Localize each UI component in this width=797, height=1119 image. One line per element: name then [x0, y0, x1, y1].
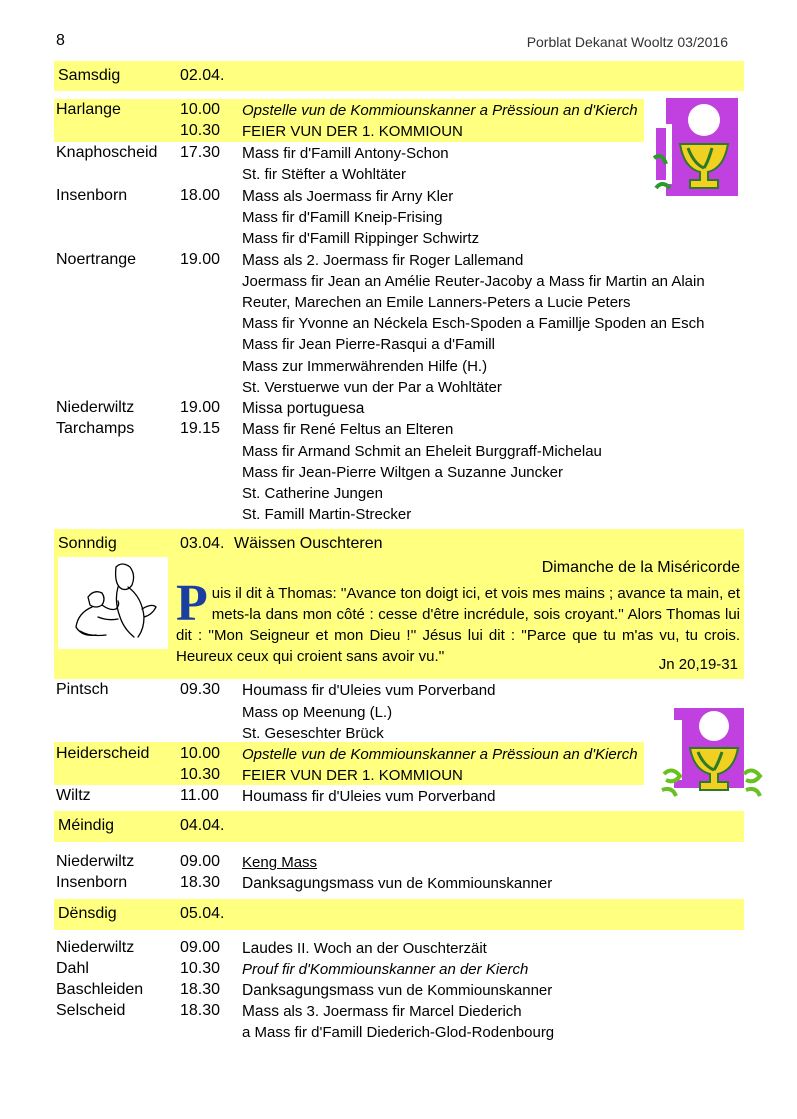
service-detail: fir d'Uleies vum Porverband: [307, 682, 496, 699]
service-detail: als Joermass fir Arny Kler: [279, 188, 454, 205]
time: 19.00: [180, 399, 221, 416]
service-detail: Mass fir Jean-Pierre Wiltgen a Suzanne Juncker: [242, 464, 563, 481]
day-name: Dënsdig: [58, 905, 117, 922]
quote-text: uis il dit à Thomas: ''Avance ton doigt ici, et vois mes mains ; avance ta main, et mets-la dans mon côté : cesse d'être incrédule, sois croyant.'' Alors Thomas lui dit : ''Mon Seigneur et mon Dieu !'' Jésus lui dit : ''Parce que tu m'as vu, tu crois. Heureux ceux qui croient sans avoir vu.'': [176, 585, 740, 665]
communion-chalice-icon-2: [660, 708, 764, 800]
service-keyword: Mass: [242, 1003, 280, 1020]
service-description: [242, 358, 487, 375]
drop-cap: P: [176, 575, 208, 632]
service-keyword: Mass: [242, 421, 280, 438]
time: 09.00: [180, 853, 221, 870]
service-description: [242, 788, 495, 806]
service-keyword: Missa portuguesa: [242, 400, 365, 417]
service-description: [242, 725, 384, 742]
day-bar-tuesday: [54, 899, 744, 930]
service-keyword: Mass: [242, 252, 280, 269]
time: 10.00: [180, 101, 221, 118]
service-description: [242, 166, 406, 183]
service-detail: St. Catherine Jungen: [242, 485, 383, 502]
service-detail: St. fir Stëfter a Wohltäter: [242, 166, 406, 183]
service-description: [242, 854, 317, 871]
jesus-thomas-illustration: [58, 557, 168, 649]
time: 18.00: [180, 187, 221, 204]
service-detail: a Mass fir d'Famill Diederich-Glod-Rodenbourg: [242, 1024, 555, 1041]
service-description: [242, 273, 705, 290]
place-name: Harlange: [56, 101, 121, 118]
communion-chalice-icon: [652, 98, 742, 196]
service-detail: II. Woch an der Ouschterzäit: [292, 940, 487, 957]
place-name: Baschleiden: [56, 981, 144, 998]
time: 18.30: [180, 981, 221, 998]
day-name: Sonndig: [58, 535, 117, 552]
service-keyword: Houmass: [242, 788, 308, 805]
service-detail: fir René Feltus an Elteren: [279, 421, 454, 438]
time: 19.00: [180, 251, 221, 268]
service-detail: fir d'Famill Antony-Schon: [279, 145, 449, 162]
service-detail: Mass fir Armand Schmit an Eheleit Burggraff-Michelau: [242, 443, 602, 460]
page-number: 8: [56, 32, 65, 49]
time: 09.00: [180, 939, 221, 956]
place-name: Pintsch: [56, 681, 109, 698]
place-name: Niederwiltz: [56, 853, 135, 870]
service-description: [242, 704, 392, 721]
day-bar-sunday: [54, 529, 744, 557]
gospel-quote: [176, 575, 740, 667]
place-name: Insenborn: [56, 874, 128, 891]
time: 09.30: [180, 681, 221, 698]
day-bar-monday: [54, 811, 744, 842]
place-name: Tarchamps: [56, 420, 135, 437]
service-detail: vun de Kommiounskanner: [373, 875, 553, 892]
place-name: Wiltz: [56, 787, 91, 804]
day-name: Samsdig: [58, 67, 121, 84]
service-description: [242, 682, 495, 700]
place-name: Insenborn: [56, 187, 128, 204]
service-detail: Opstelle vun de Kommiounskanner a Prëssioun an d'Kierch: [242, 102, 638, 119]
service-description: [242, 188, 453, 206]
day-date: 05.04.: [180, 905, 225, 922]
service-detail: Mass fir Jean Pierre-Rasqui a d'Famill: [242, 336, 495, 353]
time: 10.00: [180, 745, 221, 762]
day-title: Wäissen Ouschteren: [234, 535, 383, 552]
feast-subtitle: Dimanche de la Miséricorde: [541, 559, 740, 576]
day-date: 03.04.: [180, 535, 225, 552]
service-description: [242, 379, 502, 396]
service-description: [242, 145, 449, 163]
place-name: Niederwiltz: [56, 399, 135, 416]
service-description: [242, 421, 453, 439]
service-keyword: Danksagungsmass: [242, 875, 374, 892]
service-description: [242, 209, 442, 226]
service-description: [242, 767, 463, 784]
page-header: [56, 30, 728, 54]
service-description: [242, 746, 638, 763]
service-detail: Mass fir d'Famill Kneip-Frising: [242, 209, 443, 226]
service-detail: vun de Kommiounskanner: [373, 982, 553, 999]
place-name: Selscheid: [56, 1002, 126, 1019]
service-detail: Mass fir Yvonne an Néckela Esch-Spoden a Famillje Spoden an Esch: [242, 315, 705, 332]
service-description: [242, 123, 463, 140]
service-description: [242, 1024, 554, 1041]
service-detail: Keng Mass: [242, 854, 318, 871]
time: 18.30: [180, 874, 221, 891]
publication-title: Porblat Dekanat Wooltz 03/2016: [526, 34, 728, 50]
service-keyword: Mass: [242, 145, 280, 162]
service-description: [242, 315, 704, 332]
time: 10.30: [180, 122, 221, 139]
day-date: 02.04.: [180, 67, 225, 84]
place-name: Knaphoscheid: [56, 144, 158, 161]
place-name: Dahl: [56, 960, 89, 977]
service-detail: Opstelle vun de Kommiounskanner a Prëssioun an d'Kierch: [242, 746, 638, 763]
service-detail: Joermass fir Jean an Amélie Reuter-Jacoby a Mass fir Martin an Alain: [242, 273, 705, 290]
time: 11.00: [180, 787, 219, 804]
service-description: [242, 875, 552, 893]
day-bar-saturday: [54, 61, 744, 91]
service-detail: als 2. Joermass fir Roger Lallemand: [279, 252, 524, 269]
place-name: Noertrange: [56, 251, 137, 268]
time: 17.30: [180, 144, 221, 161]
service-description: [242, 982, 552, 1000]
service-keyword: Houmass: [242, 682, 308, 699]
service-detail: Mass op Meenung (L.): [242, 704, 393, 721]
place-name: Niederwiltz: [56, 939, 135, 956]
service-keyword: Mass: [242, 188, 280, 205]
service-detail: Reuter, Marechen an Emile Lanners-Peters a Lucie Peters: [242, 294, 631, 311]
service-keyword: Danksagungsmass: [242, 982, 374, 999]
scripture-reference: Jn 20,19-31: [658, 656, 738, 673]
service-keyword: Laudes: [242, 940, 293, 957]
service-description: [242, 400, 364, 418]
service-description: [242, 230, 479, 247]
time: 10.30: [180, 766, 221, 783]
service-detail: fir d'Uleies vum Porverband: [307, 788, 496, 805]
service-description: [242, 252, 523, 270]
time: 18.30: [180, 1002, 221, 1019]
place-name: Heiderscheid: [56, 745, 150, 762]
service-detail: St. Verstuerwe vun der Par a Wohltäter: [242, 379, 502, 396]
service-detail: Mass fir d'Famill Rippinger Schwirtz: [242, 230, 480, 247]
gospel-quote-box: [54, 557, 744, 679]
service-description: [242, 102, 638, 119]
service-description: [242, 940, 487, 958]
time: 10.30: [180, 960, 221, 977]
service-description: [242, 506, 411, 523]
service-detail: als 3. Joermass fir Marcel Diederich: [279, 1003, 522, 1020]
service-description: [242, 961, 528, 978]
service-description: [242, 336, 495, 353]
service-description: [242, 443, 602, 460]
day-date: 04.04.: [180, 817, 225, 834]
service-detail: St. Famill Martin-Strecker: [242, 506, 412, 523]
day-name: Méindig: [58, 817, 115, 834]
service-detail: Prouf fir d'Kommiounskanner an der Kierch: [242, 961, 529, 978]
service-detail: FEIER VUN DER 1. KOMMIOUN: [242, 123, 463, 140]
service-description: [242, 294, 631, 311]
service-description: [242, 485, 383, 502]
service-detail: FEIER VUN DER 1. KOMMIOUN: [242, 767, 463, 784]
service-detail: Mass zur Immerwährenden Hilfe (H.): [242, 358, 488, 375]
service-description: [242, 464, 563, 481]
time: 19.15: [180, 420, 221, 437]
service-detail: St. Geseschter Brück: [242, 725, 384, 742]
service-description: [242, 1003, 522, 1021]
